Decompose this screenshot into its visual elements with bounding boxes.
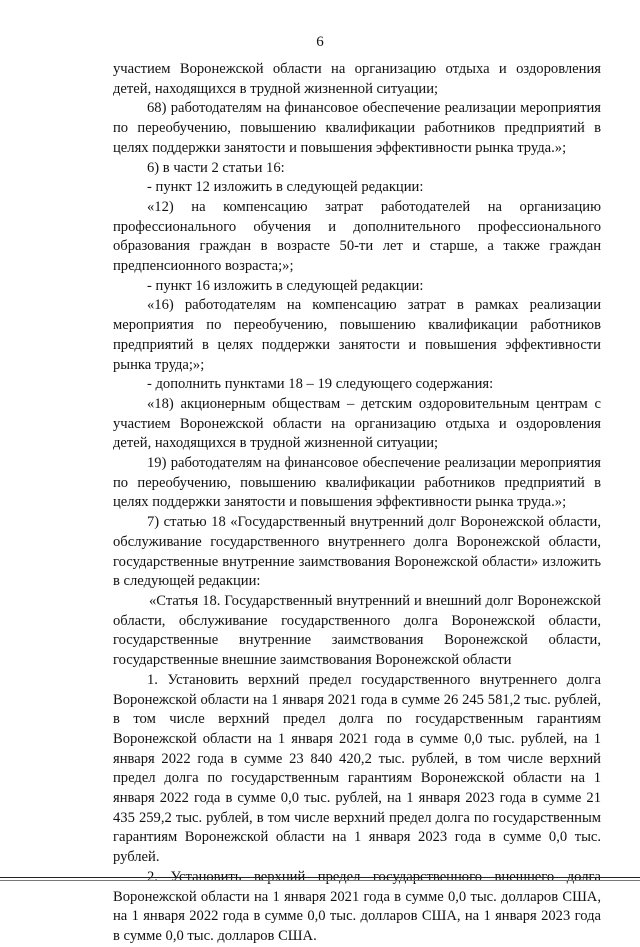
paragraph-item-7: 7) статью 18 «Государственный внутренний долг Воронежской области, обслуживание государственного внутреннего долга Воронежской области, государственные внутренние заимствования Воронежской области» изложить в следующей редакции:: [113, 514, 601, 590]
paragraph-point-16-text: «16) работодателям на компенсацию затрат в рамках реализации мероприятия по переобучению, повышению квалификации работников предприятий в целях поддержки занятости и повышения эффективности рынка труда;»;: [113, 297, 601, 373]
paragraph-continuation: участием Воронежской области на организацию отдыха и оздоровления детей, находящихся в трудной жизненной ситуации;: [113, 61, 601, 97]
page-number: 6: [316, 34, 324, 50]
document-body: [113, 60, 601, 947]
paragraph-point-12-text: «12) на компенсацию затрат работодателей на организацию профессионального обучения и дополнительного профессионального образования граждан в возрасте 50-ти лет и старше, а также граждан предпенсионного возраста;»;: [113, 198, 601, 275]
paragraph-point-12-intro: - пункт 12 изложить в следующей редакции:: [147, 179, 424, 196]
paragraph-point-18-text: «18) акционерным обществам – детским оздоровительным центрам с участием Воронежской области на организацию отдыха и оздоровления детей, находящихся в трудной жизненной ситуации;: [113, 395, 601, 452]
scan-bottom-line-shadow: [0, 880, 640, 881]
paragraph-point-16-intro: - пункт 16 изложить в следующей редакции:: [147, 277, 424, 294]
article-18-part-1: 1. Установить верхний предел государственного внутреннего долга Воронежской области на 1 января 2021 года в сумме 26 245 581,2 тыс. рублей, в том числе верхний предел долга по государственным гарантиям Воронежской области на 1 января 2021 года в сумме 0,0 тыс. рублей, на 1 января 2022 года в сумме 23 840 420,2 тыс. рублей, в том числе верхний предел долга по государственным гарантиям Воронежской области на 1 января 2022 года в сумме 0,0 тыс. рублей, на 1 января 2023 года в сумме 21 435 259,2 тыс. рублей, в том числе верхний предел долга по государственным гарантиям Воронежской области на 1 января 2023 года в сумме 0,0 тыс. рублей.: [113, 671, 601, 866]
paragraph-item-68: 68) работодателям на финансовое обеспечение реализации мероприятия по переобучению, повышению квалификации работников предприятий в целях поддержки занятости и повышения эффективности рынка труда.»;: [113, 100, 601, 156]
paragraph-points-18-19-intro: - дополнить пунктами 18 – 19 следующего содержания:: [147, 376, 494, 393]
paragraph-item-6: 6) в части 2 статьи 16:: [147, 159, 285, 176]
article-18-heading: «Статья 18. Государственный внутренний и внешний долг Воронежской области, обслуживание государственного долга Воронежской области, государственные внутренние заимствования Воронежской области, государственные внешние заимствования Воронежской области: [113, 592, 601, 669]
paragraph-point-19-text: 19) работодателям на финансовое обеспечение реализации мероприятия по переобучению, повышению квалификации работников предприятий в целях поддержки занятости и повышения эффективности рынка труда.»;: [113, 455, 601, 511]
scan-bottom-line: [0, 877, 640, 878]
article-18-part-2: 2. Установить верхний предел государственного внешнего долга Воронежской области на 1 января 2021 года в сумме 0,0 тыс. долларов США, на 1 января 2022 года в сумме 0,0 тыс. долларов США, на 1 января 2023 года в сумме 0,0 тыс. долларов США.: [113, 868, 601, 944]
